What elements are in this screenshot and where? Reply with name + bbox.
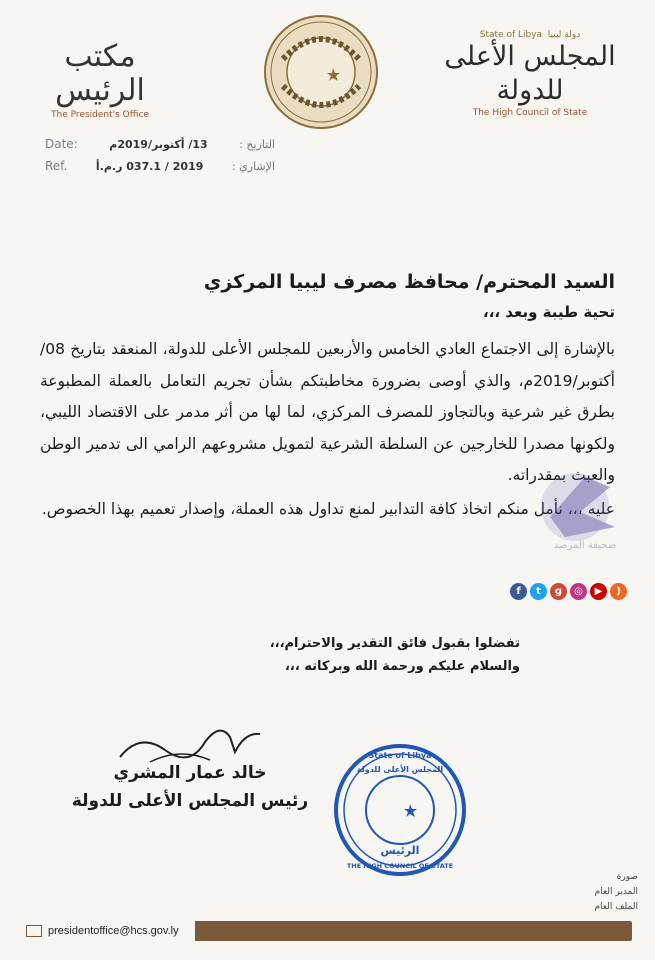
social-icons <box>510 583 627 600</box>
high-council-logo <box>430 30 630 118</box>
office-english: The President's Office <box>51 110 149 120</box>
svg-text:THE HIGH COUNCIL OF STATE: THE HIGH COUNCIL OF STATE <box>346 862 454 870</box>
date-row <box>45 133 275 155</box>
state-seal-top-icon <box>263 14 379 130</box>
ref-value: 2019 / 037.1 ر.م.أ <box>95 159 204 173</box>
copy-line-3: الملف العام <box>594 902 638 912</box>
greeting: تحية طيبة وبعد ،،، <box>483 303 615 321</box>
office-arabic: مكتب الرئيس <box>55 39 145 108</box>
closing-line-1: تفضلوا بقبول فائق التقدير والاحترام،،، <box>269 636 520 651</box>
ref-row <box>45 155 275 177</box>
instagram-icon[interactable]: ◎ <box>570 583 587 600</box>
salutation: السيد المحترم/ محافظ مصرف ليبيا المركزي <box>203 271 615 293</box>
council-arabic: المجلس الأعلى للدولة <box>444 41 616 106</box>
signer-name: خالد عمار المشري <box>113 763 267 783</box>
footer-bar <box>20 921 632 941</box>
ref-label-en: Ref. <box>45 159 68 173</box>
presidents-office-logo <box>30 40 170 120</box>
date-value: 13/ أكتوبر/2019م <box>109 137 208 151</box>
watermark-text: صحيفة المرصد <box>553 540 617 551</box>
footer-email[interactable]: presidentoffice@hcs.gov.ly <box>48 925 179 937</box>
council-english: The High Council of State <box>472 108 588 118</box>
signer-title: رئيس المجلس الأعلى للدولة <box>71 791 309 811</box>
council-stamp-icon <box>332 742 468 878</box>
twitter-icon[interactable]: t <box>530 583 547 600</box>
facebook-icon[interactable]: f <box>510 583 527 600</box>
copy-line-1: صورة <box>616 872 638 882</box>
footer-email-box <box>20 921 195 941</box>
envelope-icon <box>26 925 42 937</box>
letter-body <box>40 268 615 525</box>
paragraph-2: عليه ،،، نأمل منكم اتخاذ كافة التدابير لمنع تداول هذه العملة، وإصدار تعميم بهذا الخصوص. <box>41 499 615 518</box>
closing-lines <box>220 632 520 678</box>
svg-text:المجلس الأعلى للدولة: المجلس الأعلى للدولة <box>356 765 444 774</box>
youtube-icon[interactable]: ▶ <box>590 583 607 600</box>
svg-text:الرئيس: الرئيس <box>380 844 420 857</box>
ref-label-ar: الإشاري : <box>231 159 275 173</box>
copy-line-2: المدير العام <box>594 887 638 897</box>
closing-line-2: والسلام عليكم ورحمة الله وبركاته ،،، <box>284 659 520 674</box>
letter-meta <box>45 133 275 177</box>
state-of-libya-label: State of Libya دولة ليبيا <box>479 30 581 40</box>
rss-icon[interactable]: ) <box>610 583 627 600</box>
signer-block <box>40 760 340 816</box>
date-label-en: Date: <box>45 137 78 151</box>
paragraph-1: بالإشارة إلى الاجتماع العادي الخامس والأربعين للمجلس الأعلى للدولة، المنعقد بتاريخ 08/أكتوبر/2019م، والذي أوصى بضرورة مخاطبتكم بشأن تجريم التعامل بالعملة المطبوعة بطرق غير شرعية وبالتجاوز للمصرف المركزي، لما لها من أثر مدمر على الاقتصاد الليبي، ولكونها مصدرا للخارجين عن السلطة الشرعية لتمويل مشروعهم الرامي الى تدمير الوطن والعبث بمقدراته. <box>40 340 615 484</box>
googleplus-icon[interactable]: g <box>550 583 567 600</box>
date-label-ar: التاريخ : <box>239 137 275 151</box>
svg-text:State of Libya: State of Libya <box>368 751 432 760</box>
copies-list <box>508 870 638 915</box>
